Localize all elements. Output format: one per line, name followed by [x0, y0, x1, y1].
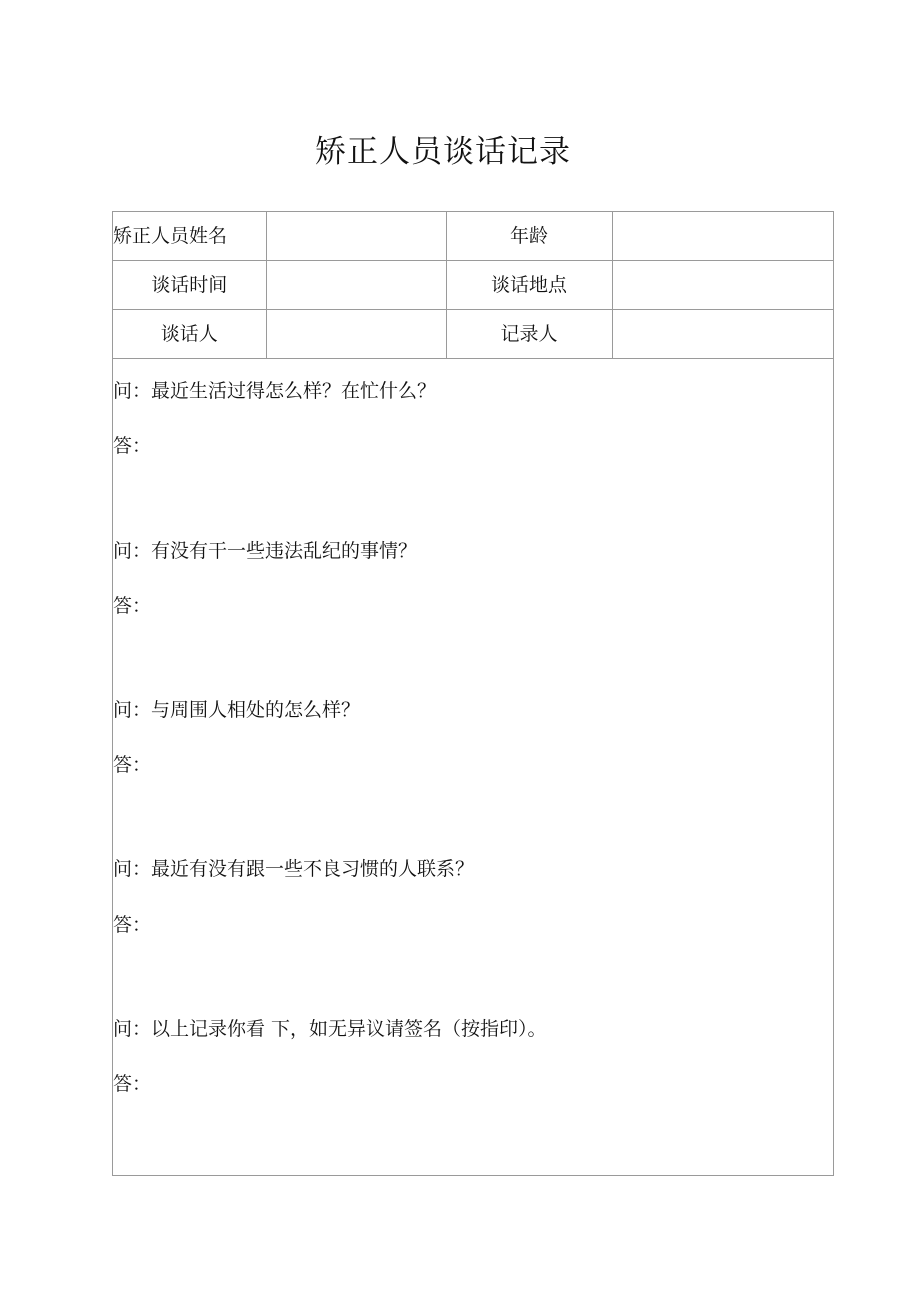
- name-label: 矫正人员姓名: [113, 212, 266, 261]
- question-5: 问：以上记录你看 下，如无异议请签名（按指印）。: [113, 1018, 547, 1040]
- name-value-cell[interactable]: [266, 212, 446, 261]
- interviewer-label: 谈话人: [113, 310, 266, 359]
- recorder-value-cell[interactable]: [612, 310, 833, 359]
- question-4: 问：最近有没有跟一些不良习惯的人联系？: [113, 858, 475, 880]
- info-row-time-place: [113, 261, 833, 310]
- age-label: 年龄: [446, 212, 612, 261]
- age-value-cell[interactable]: [612, 212, 833, 261]
- question-3: 问：与周围人相处的怎么样？: [113, 699, 361, 721]
- interviewer-value-cell[interactable]: [266, 310, 446, 359]
- info-table: [113, 212, 833, 359]
- answer-1[interactable]: 答：: [113, 435, 152, 457]
- time-label: 谈话时间: [113, 261, 266, 310]
- answer-4[interactable]: 答：: [113, 914, 152, 936]
- info-row-interviewer-recorder: [113, 310, 833, 359]
- question-1: 问：最近生活过得怎么样？在忙什么？: [113, 380, 437, 402]
- answer-3[interactable]: 答：: [113, 754, 152, 776]
- question-2: 问：有没有干一些违法乱纪的事情？: [113, 540, 418, 562]
- place-label: 谈话地点: [446, 261, 612, 310]
- place-value-cell[interactable]: [612, 261, 833, 310]
- recorder-label: 记录人: [446, 310, 612, 359]
- answer-2[interactable]: 答：: [113, 595, 152, 617]
- info-row-name-age: [113, 212, 833, 261]
- page-title: 矫正人员谈话记录: [315, 134, 571, 170]
- answer-5[interactable]: 答：: [113, 1073, 152, 1095]
- time-value-cell[interactable]: [266, 261, 446, 310]
- interview-form: [112, 211, 834, 1176]
